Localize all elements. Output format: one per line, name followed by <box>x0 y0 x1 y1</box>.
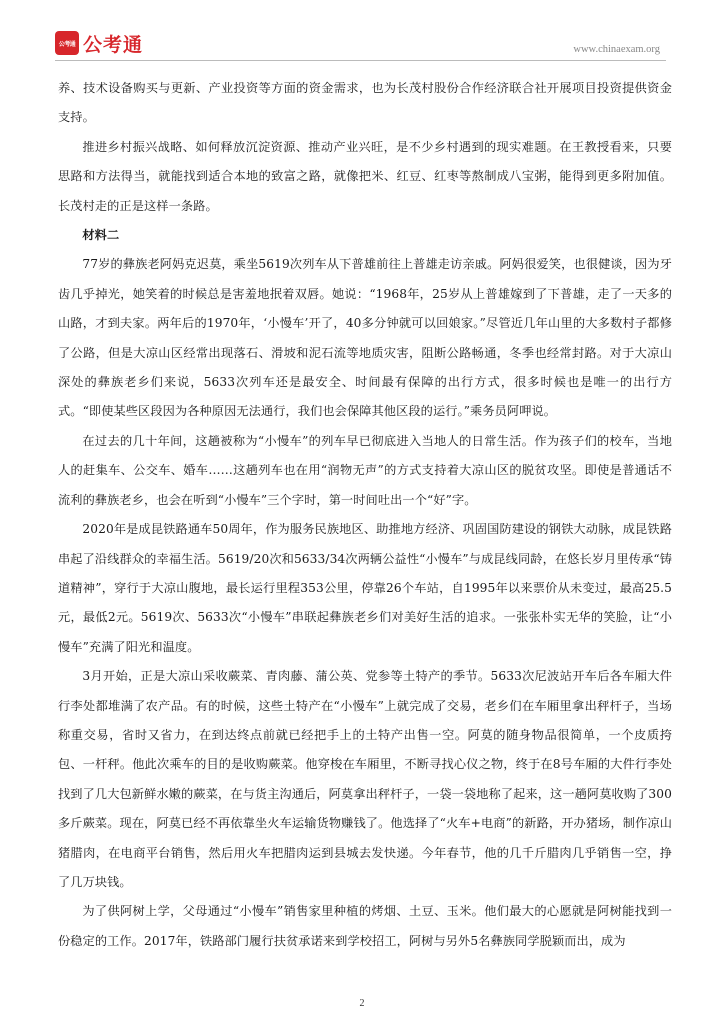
logo-text: 公考通 <box>83 33 144 56</box>
paragraph: 为了供阿树上学，父母通过“小慢车”销售家里种植的烤烟、土豆、玉米。他们最大的心愿就是阿树能找到一份稳定的工作。2017年，铁路部门履行扶贫承诺来到学校招工，阿树与另外5名彝族同学脱颖而出，成为 <box>58 904 672 948</box>
page-header <box>0 0 724 60</box>
paragraph: 77岁的彝族老阿妈克迟莫，乘坐5619次列车从下普雄前往上普雄走访亲戚。阿妈很爱笑，也很健谈，因为牙齿几乎掉光，她笑着的时候总是害羞地抿着双唇。她说：“1968年，25岁从上普雄嫁到了下普雄，走了一天多的山路，才到夫家。两年后的1970年，‘小慢车’开了，40多分钟就可以回娘家。”尽管近几年山里的大多数村子都修了公路，但是大凉山区经常出现落石、滑坡和泥石流等地质灾害，阻断公路畅通，冬季也经常封路。对于大凉山深处的彝族老乡们来说，5633次列车还是最安全、时间最有保障的出行方式，很多时候也是唯一的出行方式。“即使某些区段因为各种原因无法通行，我们也会保障其他区段的运行。”乘务员阿呷说。 <box>58 257 672 419</box>
header-divider <box>55 60 666 61</box>
document-body <box>58 74 672 956</box>
section-heading: 材料二 <box>82 228 120 243</box>
logo-badge-icon: 公考通 <box>55 31 79 55</box>
site-logo[interactable] <box>55 30 143 56</box>
page-number: 2 <box>359 998 365 1009</box>
paragraph: 2020年是成昆铁路通车50周年，作为服务民族地区、助推地方经济、巩固国防建设的钢铁大动脉，成昆铁路串起了沿线群众的幸福生活。5619/20次和5633/34次两辆公益性“小慢车”与成昆线同龄，在悠长岁月里传承“铸道精神”，穿行于大凉山腹地，最长运行里程353公里，停靠26个车站，自1995年以来票价从未变过，最高25.5元，最低2元。5619次、5633次“小慢车”串联起彝族老乡们对美好生活的追求。一张张朴实无华的笑脸，让“小慢车”充满了阳光和温度。 <box>58 522 672 654</box>
paragraph: 3月开始，正是大凉山采收蕨菜、青肉藤、蒲公英、党参等土特产的季节。5633次尼波站开车后各车厢大件行李处都堆满了农产品。有的时候，这些土特产在“小慢车”上就完成了交易，老乡们在车厢里拿出秤杆子，当场称重交易，省时又省力，在到达终点前就已经把手上的土特产出售一空。阿莫的随身物品很简单，一个皮质挎包、一杆秤。他此次乘车的目的是收购蕨菜。他穿梭在车厢里，不断寻找心仪之物，终于在8号车厢的大件行李处找到了几大包新鲜水嫩的蕨菜，在与货主沟通后，阿莫拿出秤杆子，一袋一袋地称了起来，这一趟阿莫收购了300多斤蕨菜。现在，阿莫已经不再依靠坐火车运输货物赚钱了。他选择了“火车+电商”的新路，开办猪场，制作凉山猪腊肉，在电商平台销售，然后用火车把腊肉运到县城去发快递。今年春节，他的几千斤腊肉几乎销售一空，挣了几万块钱。 <box>58 669 672 889</box>
paragraph: 在过去的几十年间，这趟被称为“小慢车”的列车早已彻底进入当地人的日常生活。作为孩子们的校车，当地人的赶集车、公交车、婚车……这趟列车也在用“润物无声”的方式支持着大凉山区的脱贫攻坚。即使是普通话不流利的彝族老乡，也会在听到“小慢车”三个字时，第一时间吐出一个“好”字。 <box>58 433 672 507</box>
paragraph: 推进乡村振兴战略、如何释放沉淀资源、推动产业兴旺，是不少乡村遇到的现实难题。在王教授看来，只要思路和方法得当，就能找到适合本地的致富之路，就像把米、红豆、红枣等熬制成八宝粥，能得到更多附加值。长茂村走的正是这样一条路。 <box>58 139 672 213</box>
paragraph-continued: 养、技术设备购买与更新、产业投资等方面的资金需求，也为长茂村股份合作经济联合社开展项目投资提供资金支持。 <box>58 81 672 125</box>
site-url[interactable]: www.chinaexam.org <box>573 44 660 55</box>
